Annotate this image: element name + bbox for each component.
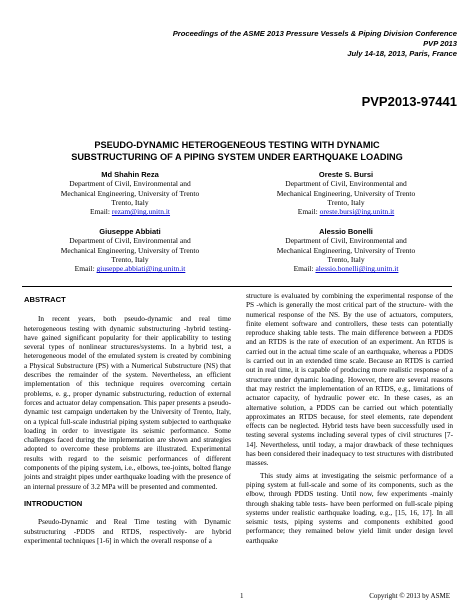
email-label: Email: [297, 207, 318, 217]
body-paragraph-2: This study aims at investigating the seismic performance of a piping system at full-scale and some of its components, such as the elbow, through PDDS testing. Until now, few experiments -mainly through shaking table tests- have been performed on full-scale piping systems under realistic earthquake loading, e.g., [15, 16, 17]. In all seismic tests, piping systems and components exhibited good performance; they remained below yield limit under design level earthquake [246, 470, 453, 545]
body-paragraph-1: structure is evaluated by combining the experimental response of the PS -which is generally the most critical part of the structure- with the numerical response of the NS. By the use of actuators, computers, finite element software and controllers, these tests can potentially reproduce shaking table tests. The main difference between a PDDS and an RTDS is the rate of execution of an experiment. An RTDS is carried out in the actual time scale of an earthquake, whereas a PDDS is carried out in an extended time scale. Because an RTDS is carried out in real time, it is capable of producing more realistic response of a structure under dynamic loading. However, there are several reasons that may restrict the implementation of an RTDS, e.g., limitations of actuator capacity, of hydraulic power etc. In these cases, as an alternative solution, a PDDS can be carried out which potentially approximates an RTDS because, for steel elements, rate dependent effects can be neglected. Hybrid tests have been successfully used in testing several systems including several types of civil structures [7-14]. Nevertheless, until today, a major drawback of these techniques has been considered their inadequacy to test structures with distributed masses. [246, 291, 453, 468]
author-name: Md Shahin Reza [101, 170, 159, 179]
author-block-2 [246, 170, 446, 216]
paper-title [40, 140, 434, 163]
email-label: Email: [89, 207, 110, 217]
author-place: Trento, Italy [327, 197, 365, 207]
abstract-text: In recent years, both pseudo-dynamic and real time heterogeneous testing with dynamic substructuring -hybrid testing- have gained significant popularity for their applicability to testing several types of nonlinear structures/systems. In a hybrid test, a heterogeneous model of the emulated system is created by combining a Physical Substructure (PS) with a Numerical Substructure (NS) that describes the remainder of the system. Nevertheless, an efficient implementation of this technique requires overcoming certain problems, e. g., proper dynamic substructuring, reduction of external forces and actuator delay compensation. This paper presents a pseudo-dynamic test campaign undertaken by the University of Trento, Italy, on a typical full-scale industrial piping system subjected to earthquake loading in order to investigate its seismic performance. Some challenges faced during the implementation are shown and strategies adopted to overcome these problems are illustrated. Experimental results with regard to the seismic performances of different components of the piping system, i.e., elbows, tee-joints, bolted flange joints and straight pipes under earthquake loading with the presence of an internal pressure of 3.2 MPa will be presented and commented. [24, 314, 231, 491]
author-name: Giuseppe Abbiati [99, 227, 161, 236]
author-dept: Mechanical Engineering, University of Trento [60, 245, 200, 255]
paper-id: PVP2013-97441 [361, 94, 457, 109]
right-column [246, 291, 453, 545]
author-dept: Department of Civil, Environmental and [69, 179, 191, 189]
author-block-3 [30, 227, 230, 273]
author-dept: Department of Civil, Environmental and [285, 236, 407, 246]
introduction-heading: INTRODUCTION [24, 498, 83, 508]
page-number: 1 [240, 592, 244, 600]
author-email-line [30, 207, 230, 216]
author-dept: Department of Civil, Environmental and [285, 179, 407, 189]
abstract-heading: ABSTRACT [24, 295, 66, 304]
author-email-link[interactable]: alessio.bonelli@ing.unitn.it [315, 264, 399, 274]
left-column [24, 291, 231, 545]
author-dept: Mechanical Engineering, University of Trento [276, 245, 416, 255]
author-email-link[interactable]: rezam@ing.unitn.it [111, 207, 171, 217]
author-dept: Mechanical Engineering, University of Trento [276, 188, 416, 198]
author-email-line [30, 264, 230, 273]
author-place: Trento, Italy [111, 197, 149, 207]
author-name: Oreste S. Bursi [318, 170, 374, 179]
conference-header [127, 29, 457, 59]
author-dept: Department of Civil, Environmental and [69, 236, 191, 246]
author-block-1 [30, 170, 230, 216]
section-divider [22, 286, 452, 287]
title-line-1: PSEUDO-DYNAMIC HETEROGENEOUS TESTING WITH DYNAMIC [94, 140, 380, 150]
author-dept: Mechanical Engineering, University of Trento [60, 188, 200, 198]
copyright-notice: Copyright © 2013 by ASME [369, 592, 450, 600]
conference-date-place: July 14-18, 2013, Paris, France [347, 49, 457, 58]
author-email-link[interactable]: oreste.bursi@ing.unitn.it [319, 207, 395, 217]
introduction-text: Pseudo-Dynamic and Real Time testing with Dynamic substructuring -PDDS and RTDS, respectively- are hybrid experimental techniques [1-6] in which the overall response of a [24, 517, 231, 545]
email-label: Email: [74, 264, 95, 274]
author-name: Alessio Bonelli [319, 227, 373, 236]
title-line-2: SUBSTRUCTURING OF A PIPING SYSTEM UNDER EARTHQUAKE LOADING [71, 151, 403, 162]
author-block-4 [246, 227, 446, 273]
author-email-line [246, 207, 446, 216]
email-label: Email: [293, 264, 314, 274]
author-place: Trento, Italy [327, 254, 365, 264]
author-email-link[interactable]: giuseppe.abbiati@ing.unitn.it [96, 264, 186, 274]
conference-name: Proceedings of the ASME 2013 Pressure Vessels & Piping Division Conference [172, 29, 457, 38]
author-place: Trento, Italy [111, 254, 149, 264]
author-email-line [246, 264, 446, 273]
conference-code: PVP 2013 [423, 39, 457, 48]
